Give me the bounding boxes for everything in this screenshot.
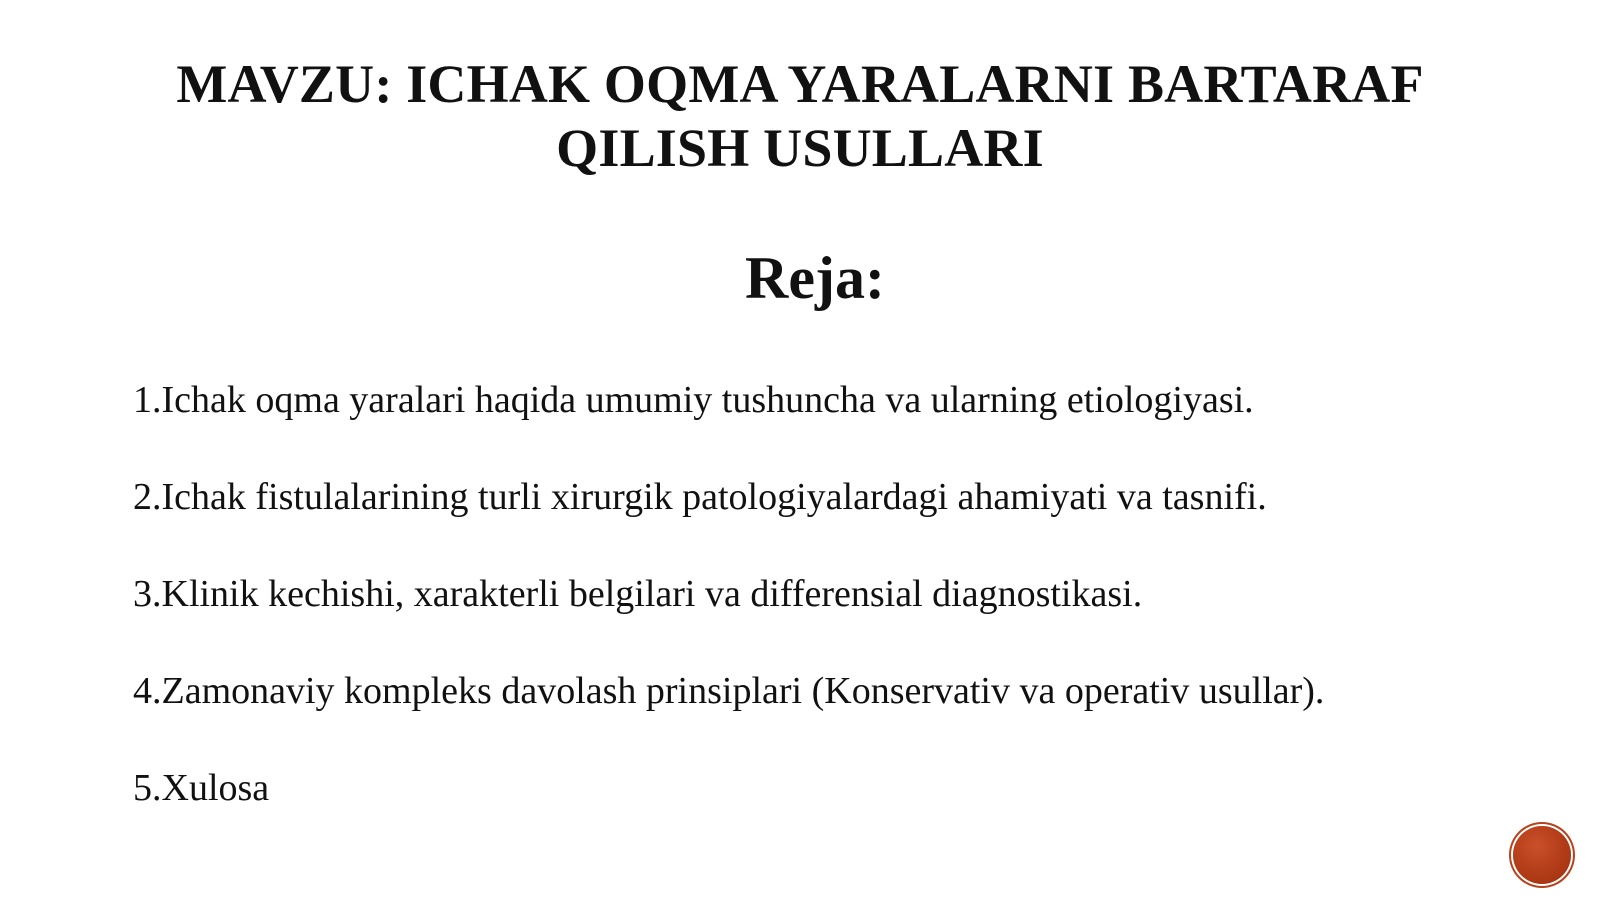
- plan-item-2: 2.Ichak fistulalarining turli xirurgik patologiyalardagi ahamiyati va tasnifi.: [133, 476, 1267, 518]
- plan-item-3: 3.Klinik kechishi, xarakterli belgilari va differensial diagnostikasi.: [133, 573, 1143, 615]
- plan-item-5: 5.Xulosa: [133, 767, 270, 809]
- plan-item-4: 4.Zamonaviy kompleks davolash prinsiplari (Konservativ va operativ usullar).: [133, 670, 1325, 712]
- slide-title-line-2: QILISH USULLARI: [556, 118, 1044, 178]
- slide-title: [120, 52, 1480, 180]
- plan-heading: Reja:: [745, 245, 885, 311]
- slide-title-line-1: MAVZU: ICHAK OQMA YARALARNI BARTARAF: [176, 54, 1424, 114]
- slide-number-badge-icon: [1513, 826, 1571, 884]
- plan-item-1: 1.Ichak oqma yaralari haqida umumiy tushuncha va ularning etiologiyasi.: [133, 379, 1254, 421]
- plan-list: [133, 378, 1513, 863]
